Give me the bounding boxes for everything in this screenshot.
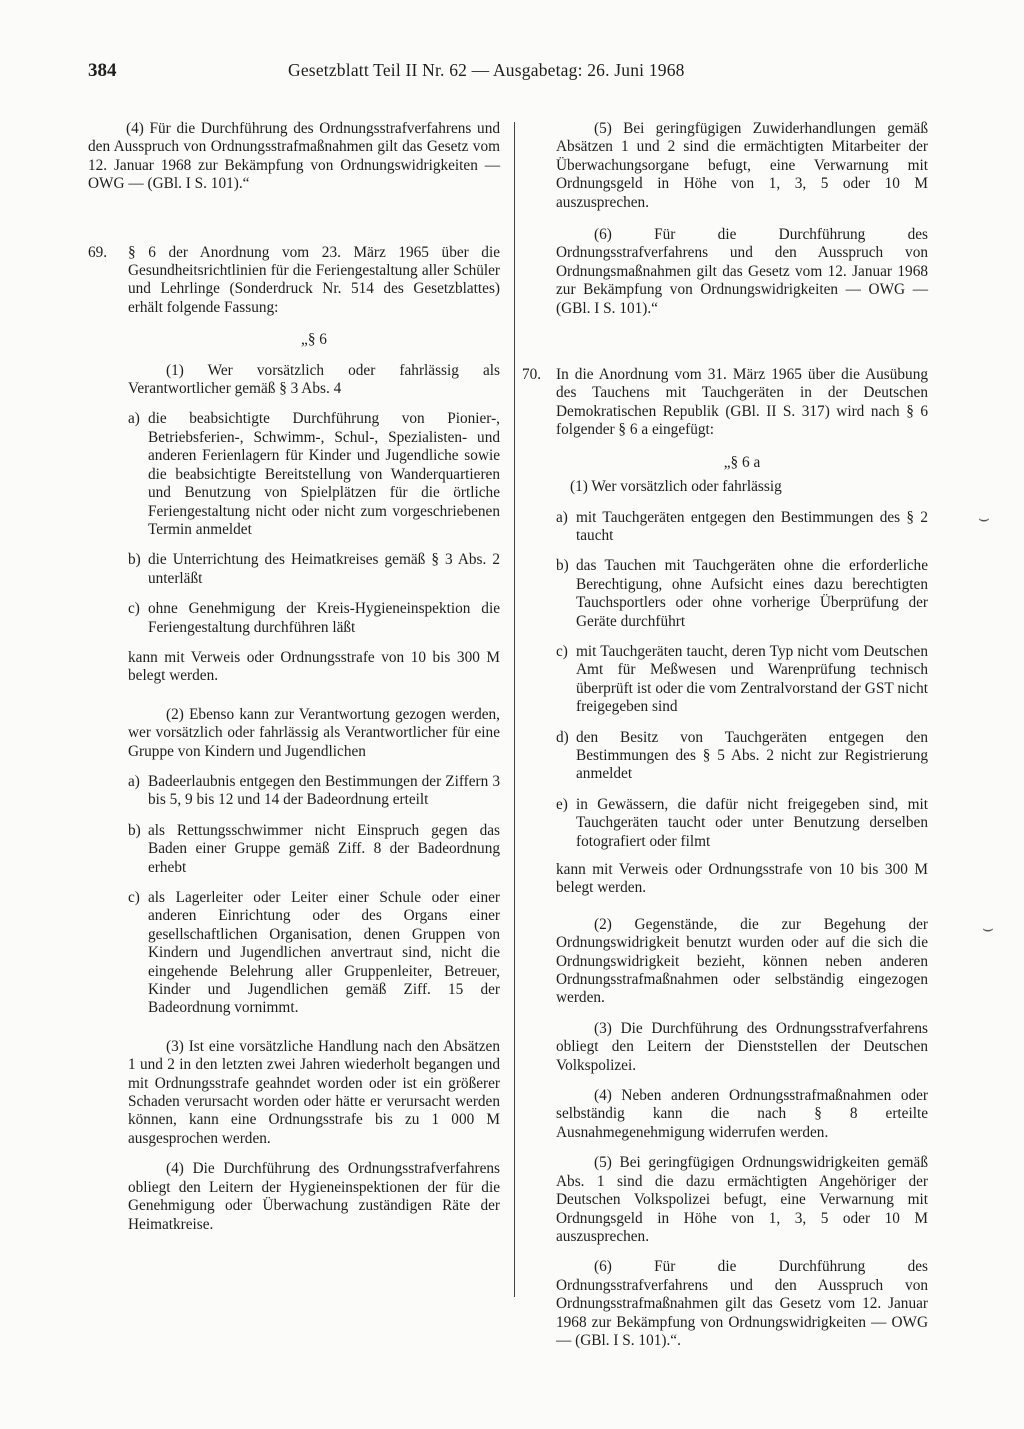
s6-2-item-c bbox=[128, 889, 500, 1018]
left-section-body bbox=[88, 331, 500, 1234]
s6-penalty: kann mit Verweis oder Ordnungsstrafe von 10 bis 300 M belegt werden. bbox=[128, 648, 500, 685]
item-text: Badeerlaubnis entgegen den Bestimmungen der Ziffern 3 bis 5, 9 bis 12 und 14 der Badeordnung erteilt bbox=[148, 772, 500, 809]
s6-item-a bbox=[128, 410, 500, 539]
item-label: a) bbox=[128, 772, 140, 790]
item-69-text: § 6 der Anordnung vom 23. März 1965 über die Gesundheitsrichtlinien für die Feriengestaltung aller Schüler und Lehrlinge (Sonderdruck Nr. 514 des Gesetzblattes) erhält folgende Fassung: bbox=[128, 243, 500, 316]
margin-scan-mark: ⌣ bbox=[982, 918, 994, 938]
s6-subsection-1-intro: (1) Wer vorsätzlich oder fahrlässig als Verantwortlicher gemäß § 3 Abs. 4 bbox=[128, 361, 500, 398]
item-70-text: In die Anordnung vom 31. März 1965 über die Ausübung des Tauchens mit Tauchgeräten in der Deutschen Demokratischen Republik (GBl. II S. 317) wird nach § 6 folgender § 6 a eingefügt: bbox=[556, 366, 928, 439]
item-text: das Tauchen mit Tauchgeräten ohne die erforderliche Berechtigung, ohne Aufsicht eines dazu berechtigten Tauchsportlers oder ohne vorherige Überprüfung der Geräte durchführt bbox=[576, 557, 928, 630]
page-number: 384 bbox=[88, 60, 117, 81]
column-divider bbox=[514, 122, 515, 1297]
section-6-title: „§ 6 bbox=[301, 331, 327, 349]
section-6a-title: „§ 6 a bbox=[723, 453, 761, 471]
item-text: die Unterrichtung des Heimatkreises gemäß § 3 Abs. 2 unterläßt bbox=[148, 551, 500, 587]
item-label: a) bbox=[556, 508, 568, 526]
s6a-subsection-5: (5) Bei geringfügigen Ordnungswidrigkeiten gemäß Abs. 1 sind die dazu ermächtigten Angehöriger der Deutschen Volkspolizei befugt, eine Verwarnung mit Ordnungsgeld in Höhe von 1, 3, 5 oder 10 M auszusprechen. bbox=[556, 1154, 928, 1245]
item-text: als Lagerleiter oder Leiter einer Schule oder einer anderen Einrichtung oder des Organs einer gesellschaftlichen Organisation, denen Gruppen von Kindern und Jugendlichen anvertraut sind, nicht die eingehende Belehrung aller Gruppenleiter, Betreuer, Kinder und Jugendlichen gemäß Ziff. 15 der Badeordnung vornimmt. bbox=[148, 889, 500, 1017]
item-69 bbox=[88, 244, 500, 318]
item-label: c) bbox=[556, 642, 568, 660]
item-label: c) bbox=[128, 889, 140, 906]
item-text: mit Tauchgeräten entgegen den Bestimmungen des § 2 taucht bbox=[576, 508, 928, 544]
s6a-subsection-1-intro: (1) Wer vorsätzlich oder fahrlässig bbox=[570, 478, 782, 496]
s6-2-item-a bbox=[128, 773, 500, 810]
item-text: als Rettungsschwimmer nicht Einspruch gegen das Baden einer Gruppe gemäß Ziff. 8 der Badeordnung erhebt bbox=[148, 821, 500, 876]
item-69-number: 69. bbox=[88, 243, 108, 261]
s6a-item-d bbox=[556, 729, 928, 784]
item-text: den Besitz von Tauchgeräten entgegen den Bestimmungen des § 5 Abs. 2 nicht zur Registrierung anmeldet bbox=[576, 728, 928, 783]
left-column bbox=[88, 120, 500, 1234]
right-paragraph-6: (6) Für die Durchführung des Ordnungsstrafverfahrens und den Ausspruch von Ordnungsmaßnahmen gilt das Gesetz vom 12. Januar 1968 zur Bekämpfung von Ordnungswidrigkeiten — OWG — (GBl. I S. 101).“ bbox=[556, 226, 928, 317]
item-label: a) bbox=[128, 410, 140, 428]
s6a-item-e bbox=[556, 796, 928, 851]
s6a-subsection-3: (3) Die Durchführung des Ordnungsstrafverfahrens obliegt den Leitern der Dienststellen der Deutschen Volkspolizei. bbox=[556, 1019, 928, 1074]
s6a-item-b bbox=[556, 557, 928, 631]
item-label: e) bbox=[556, 795, 568, 813]
item-text: mit Tauchgeräten taucht, deren Typ nicht vom Deutschen Amt für Meßwesen und Warenprüfung technisch überprüft ist oder die vom Zentralvorstand der GST nicht freigegeben sind bbox=[576, 642, 928, 716]
item-label: b) bbox=[128, 551, 141, 569]
item-label: c) bbox=[128, 600, 140, 618]
left-paragraph-4: (4) Für die Durchführung des Ordnungsstrafverfahrens und den Ausspruch von Ordnungsstrafmaßnahmen gilt das Gesetz vom 12. Januar 1968 zur Bekämpfung von Ordnungswidrigkeiten — OWG — (GBl. I S. 101).“ bbox=[88, 120, 500, 193]
s6-2-item-b bbox=[128, 822, 500, 877]
s6-item-c bbox=[128, 600, 500, 637]
item-label: d) bbox=[556, 728, 569, 746]
s6a-subsection-4: (4) Neben anderen Ordnungsstrafmaßnahmen oder selbständig kann die nach § 8 erteilte Ausnahmegenehmigung widerrufen werden. bbox=[556, 1087, 928, 1141]
margin-scan-mark: ⌣ bbox=[978, 508, 990, 528]
item-label: b) bbox=[128, 821, 141, 839]
s6a-subsection-6: (6) Für die Durchführung des Ordnungsstrafverfahrens und den Ausspruch von Ordnungsstrafmaßnahmen gilt das Gesetz vom 12. Januar 1968 zur Bekämpfung von Ordnungswidrigkeiten — OWG — (GBl. I S. 101).“. bbox=[556, 1258, 928, 1349]
s6-subsection-3: (3) Ist eine vorsätzliche Handlung nach den Absätzen 1 und 2 in den letzten zwei Jahren wiederholt begangen und mit Ordnungsstrafe geahndet worden oder ist ein größerer Schaden verursacht worden oder hätte er verursacht werden können, kann eine Ordnungsstrafe bis zu 1 000 M ausgesprochen werden. bbox=[128, 1037, 500, 1147]
item-text: die beabsichtigte Durchführung von Pionier-, Betriebsferien-, Schwimm-, Schul-, Spezialisten- und anderen Ferienlagern für Kinder und Jugendliche sowie die beabsichtigte Bereitstellung von Wanderquartieren und Benutzung von Spielplätzen für die örtliche Feriengestaltung nicht oder nicht zum vorgeschriebenen Termin anmeldet bbox=[148, 410, 500, 538]
s6a-item-c bbox=[556, 643, 928, 717]
s6-subsection-4: (4) Die Durchführung des Ordnungsstrafverfahrens obliegt den Leitern der Hygieneinspektionen der für die Genehmigung oder Überwachung zuständigen Räte der Heimatkreise. bbox=[128, 1160, 500, 1233]
item-label: b) bbox=[556, 557, 569, 575]
s6a-penalty: kann mit Verweis oder Ordnungsstrafe von 10 bis 300 M belegt werden. bbox=[556, 861, 928, 897]
page-header bbox=[88, 60, 928, 90]
s6a-subsection-2: (2) Gegenstände, die zur Begehung der Ordnungswidrigkeit benutzt wurden oder auf die sich die Ordnungswidrigkeit bezieht, können neben anderen Ordnungsstrafmaßnahmen oder selbständig eingezogen werden. bbox=[556, 915, 928, 1007]
right-paragraph-5: (5) Bei geringfügigen Zuwiderhandlungen gemäß Absätzen 1 und 2 sind die ermächtigten Mitarbeiter der Überwachungsorgane befugt, eine Verwarnung mit Ordnungsgeld in Höhe von 1, 3, 5 oder 10 M auszusprechen. bbox=[556, 120, 928, 211]
s6a-item-a bbox=[556, 509, 928, 546]
s6-item-b bbox=[128, 551, 500, 588]
item-text: in Gewässern, die dafür nicht freigegeben sind, mit Tauchgeräten taucht oder unter Benutzung derselben fotografiert oder filmt bbox=[576, 795, 928, 850]
item-70 bbox=[522, 366, 928, 440]
item-text: ohne Genehmigung der Kreis-Hygieneinspektion die Feriengestaltung durchführen läßt bbox=[148, 600, 500, 636]
item-70-number: 70. bbox=[522, 366, 542, 384]
s6-subsection-2-intro: (2) Ebenso kann zur Verantwortung gezogen werden, wer vorsätzlich oder fahrlässig als Verantwortlicher für eine Gruppe von Kindern und Jugendlichen bbox=[128, 705, 500, 760]
right-column bbox=[522, 120, 928, 1350]
running-head: Gesetzblatt Teil II Nr. 62 — Ausgabetag: 26. Juni 1968 bbox=[288, 60, 685, 80]
